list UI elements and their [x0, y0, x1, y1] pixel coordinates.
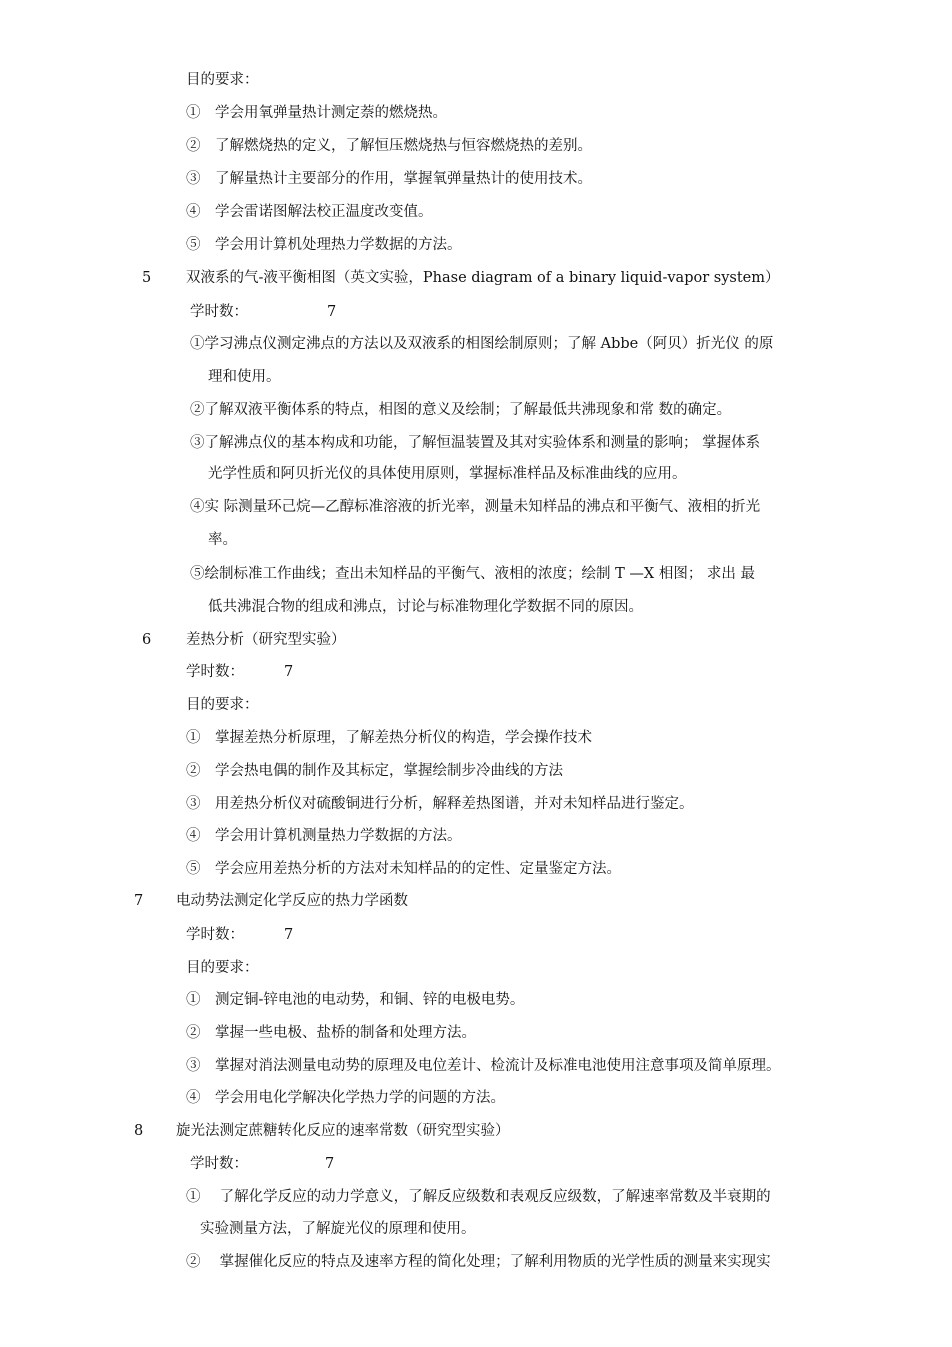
objective-item-line: 实验测量方法，了解旋光仪的原理和使用。	[200, 1221, 476, 1237]
list-item: ⑤ 学会应用差热分析的方法对未知样品的的定性、定量鉴定方法。	[186, 861, 621, 877]
section-title: 旋光法测定蔗糖转化反应的速率常数（研究型实验）	[176, 1123, 510, 1139]
list-item: ① 学会用氧弹量热计测定萘的燃烧热。	[186, 105, 447, 121]
section-number: 8	[134, 1123, 144, 1139]
hours-value: 7	[284, 927, 294, 943]
objective-item-line: 理和使用。	[208, 369, 281, 385]
list-item: ① 掌握差热分析原理，了解差热分析仪的构造，学会操作技术	[186, 730, 592, 746]
section-number: 6	[142, 632, 152, 648]
objective-item-line: ① 了解化学反应的动力学意义，了解反应级数和表观反应级数，了解速率常数及半衰期的	[186, 1189, 771, 1205]
list-item: ⑤ 学会用计算机处理热力学数据的方法。	[186, 237, 462, 253]
objective-item-line: ④实 际测量环己烷—乙醇标准溶液的折光率，测量未知样品的沸点和平衡气、液相的折光	[190, 499, 761, 515]
list-item: ③ 掌握对消法测量电动势的原理及电位差计、检流计及标准电池使用注意事项及简单原理。	[186, 1058, 781, 1074]
purpose-label: 目的要求：	[186, 72, 259, 88]
list-item: ④ 学会用电化学解决化学热力学的问题的方法。	[186, 1090, 505, 1106]
list-item: ④ 学会用计算机测量热力学数据的方法。	[186, 828, 462, 844]
objective-item-line: 低共沸混合物的组成和沸点，讨论与标准物理化学数据不同的原因。	[208, 599, 643, 615]
purpose-label: 目的要求：	[186, 960, 259, 976]
objective-item-line: ② 掌握催化反应的特点及速率方程的简化处理；了解利用物质的光学性质的测量来实现实	[186, 1254, 771, 1270]
list-item: ① 测定铜-锌电池的电动势，和铜、锌的电极电势。	[186, 992, 525, 1008]
list-item: ③ 了解量热计主要部分的作用，掌握氧弹量热计的使用技术。	[186, 171, 592, 187]
hours-value: 7	[325, 1156, 335, 1172]
section-title: 双液系的气-液平衡相图（英文实验，Phase diagram of a binary liquid-vapor system）	[186, 270, 780, 286]
purpose-label: 目的要求：	[186, 697, 259, 713]
hours-label: 学时数：	[190, 1156, 248, 1172]
hours-value: 7	[284, 664, 294, 680]
list-item: ② 掌握一些电极、盐桥的制备和处理方法。	[186, 1025, 476, 1041]
section-number: 7	[134, 893, 144, 909]
list-item: ③ 用差热分析仪对硫酸铜进行分析，解释差热图谱，并对未知样品进行鉴定。	[186, 796, 694, 812]
hours-value: 7	[327, 304, 337, 320]
section-title: 差热分析（研究型实验）	[186, 632, 346, 648]
objective-item-line: 光学性质和阿贝折光仪的具体使用原则，掌握标准样品及标准曲线的应用。	[208, 466, 687, 482]
objective-item-line: 率。	[208, 532, 237, 548]
objective-item-line: ②了解双液平衡体系的特点，相图的意义及绘制；了解最低共沸现象和常 数的确定。	[190, 402, 732, 418]
list-item: ② 了解燃烧热的定义，了解恒压燃烧热与恒容燃烧热的差别。	[186, 138, 592, 154]
objective-item-line: ①学习沸点仪测定沸点的方法以及双液系的相图绘制原则；了解 Abbe（阿贝）折光仪 的原	[190, 336, 774, 352]
hours-label: 学时数：	[186, 927, 244, 943]
objective-item-line: ③了解沸点仪的基本构成和功能，了解恒温装置及其对实验体系和测量的影响； 掌握体系	[190, 435, 761, 451]
hours-label: 学时数：	[190, 304, 248, 320]
list-item: ② 学会热电偶的制作及其标定，掌握绘制步冷曲线的方法	[186, 763, 563, 779]
objective-item-line: ⑤绘制标准工作曲线；查出未知样品的平衡气、液相的浓度；绘制 T —X 相图； 求出 最	[190, 566, 756, 582]
hours-label: 学时数：	[186, 664, 244, 680]
list-item: ④ 学会雷诺图解法校正温度改变值。	[186, 204, 433, 220]
section-title: 电动势法测定化学反应的热力学函数	[176, 893, 408, 909]
section-number: 5	[142, 270, 152, 286]
